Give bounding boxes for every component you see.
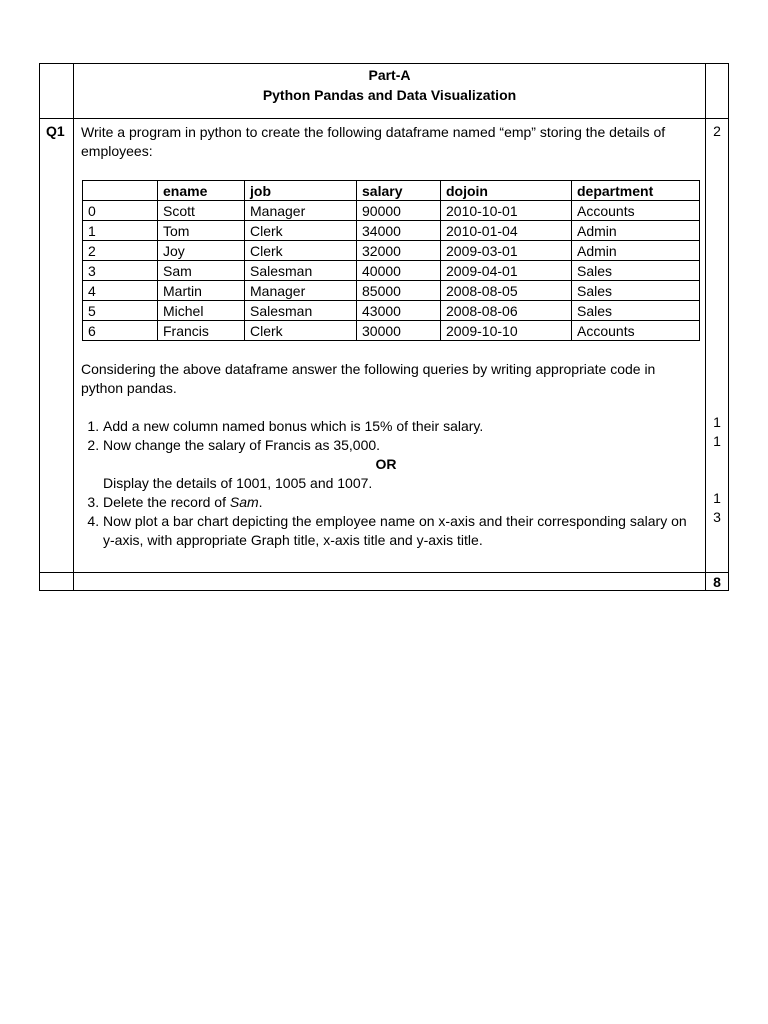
queries-instruction: Considering the above dataframe answer the following queries by writing appropriate code in python pandas.: [81, 361, 656, 396]
row-divider-total: [40, 572, 728, 573]
table-cell: 2008-08-05: [441, 281, 572, 301]
table-cell: 2: [83, 241, 158, 261]
table-cell: Joy: [158, 241, 245, 261]
query-mark: 3: [713, 509, 721, 525]
table-header-salary: salary: [357, 181, 441, 201]
table-row: [83, 281, 700, 301]
table-cell: Sam: [158, 261, 245, 281]
table-row: [83, 321, 700, 341]
table-cell: Michel: [158, 301, 245, 321]
table-row: [83, 241, 700, 261]
row-divider-header: [40, 118, 728, 119]
table-cell: Sales: [572, 301, 700, 321]
table-cell: 90000: [357, 201, 441, 221]
table-cell: 3: [83, 261, 158, 281]
table-cell: 0: [83, 201, 158, 221]
table-cell: Accounts: [572, 201, 700, 221]
table-cell: Clerk: [245, 241, 357, 261]
table-row: [83, 221, 700, 241]
query-text: Delete the record of: [103, 494, 230, 510]
query-item: [103, 417, 691, 436]
table-row: [83, 261, 700, 281]
table-cell: Clerk: [245, 321, 357, 341]
table-cell: 85000: [357, 281, 441, 301]
query-text: .: [258, 494, 263, 510]
table-cell: 2009-03-01: [441, 241, 572, 261]
emp-dataframe-table: [82, 180, 700, 341]
table-cell: 6: [83, 321, 158, 341]
part-header: [74, 65, 705, 105]
table-cell: Francis: [158, 321, 245, 341]
question-text: Write a program in python to create the following dataframe named “emp” storing the details of employees:: [81, 124, 666, 159]
part-subtitle: Python Pandas and Data Visualization: [262, 87, 517, 103]
query-text: Now change the salary of Francis as 35,000.: [103, 437, 381, 453]
table-cell: Admin: [572, 221, 700, 241]
table-cell: 30000: [357, 321, 441, 341]
table-header-row: [83, 181, 700, 201]
table-cell: 2008-08-06: [441, 301, 572, 321]
table-header-department: department: [572, 181, 700, 201]
table-cell: Martin: [158, 281, 245, 301]
table-cell: Scott: [158, 201, 245, 221]
table-header-job: job: [245, 181, 357, 201]
table-cell: 2009-10-10: [441, 321, 572, 341]
query-item: [103, 493, 691, 512]
table-cell: Sales: [572, 281, 700, 301]
table-cell: 40000: [357, 261, 441, 281]
table-row: [83, 301, 700, 321]
table-cell: 2010-10-01: [441, 201, 572, 221]
question-number: Q1: [46, 123, 65, 139]
table-header-index: [83, 181, 158, 201]
question-paper-frame: [39, 63, 729, 591]
table-cell: 5: [83, 301, 158, 321]
table-cell: Salesman: [245, 301, 357, 321]
query-mark: 1: [713, 490, 721, 506]
table-cell: Manager: [245, 201, 357, 221]
table-cell: Sales: [572, 261, 700, 281]
table-cell: 34000: [357, 221, 441, 241]
table-cell: Salesman: [245, 261, 357, 281]
query-item: [103, 512, 691, 550]
query-text: Add a new column named bonus which is 15% of their salary.: [103, 418, 484, 434]
total-marks: 8: [713, 574, 721, 590]
or-separator: OR: [375, 456, 397, 472]
table-cell: Admin: [572, 241, 700, 261]
query-mark: 1: [713, 433, 721, 449]
queries-section: [81, 360, 691, 550]
table-cell: Clerk: [245, 221, 357, 241]
query-emphasis: Sam: [229, 494, 259, 510]
table-cell: 1: [83, 221, 158, 241]
query-item: [103, 436, 691, 493]
table-cell: Accounts: [572, 321, 700, 341]
query-text: Now plot a bar chart depicting the employee name on x-axis and their corresponding salary on y-axis, with appropriate Graph title, x-axis title and y-axis title.: [103, 513, 687, 548]
table-cell: 43000: [357, 301, 441, 321]
table-cell: 32000: [357, 241, 441, 261]
column-divider-left: [73, 64, 74, 590]
table-cell: 4: [83, 281, 158, 301]
table-cell: 2009-04-01: [441, 261, 572, 281]
table-cell: Tom: [158, 221, 245, 241]
part-title: Part-A: [368, 67, 411, 83]
table-header-ename: ename: [158, 181, 245, 201]
queries-list: [81, 417, 691, 550]
table-cell: Manager: [245, 281, 357, 301]
table-cell: 2010-01-04: [441, 221, 572, 241]
question-marks: 2: [713, 123, 721, 139]
query-alt-text: Display the details of 1001, 1005 and 1007.: [103, 475, 373, 491]
table-row: [83, 201, 700, 221]
query-mark: 1: [713, 414, 721, 430]
table-header-dojoin: dojoin: [441, 181, 572, 201]
